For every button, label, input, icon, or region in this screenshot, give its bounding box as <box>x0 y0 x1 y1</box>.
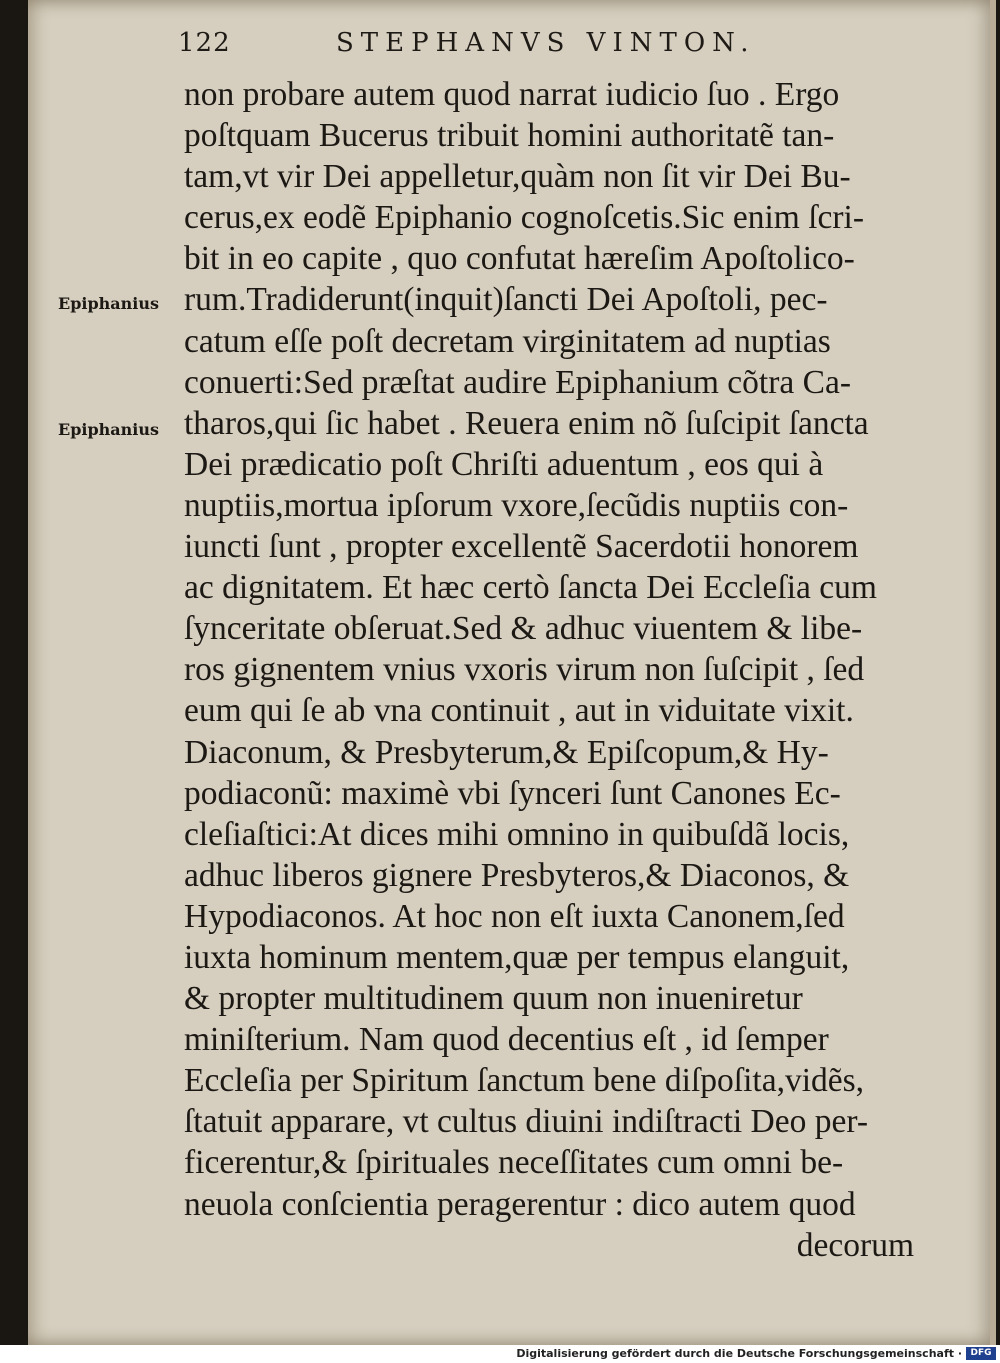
text-line: Hypodiaconos. At hoc non eſt iuxta Canonem,ſed <box>184 897 845 935</box>
text-line: adhuc liberos gignere Presbyteros,& Diaconos, & <box>184 856 850 894</box>
funding-notice: Digitalisierung gefördert durch die Deutsche Forschungsgemeinschaft · <box>516 1347 962 1360</box>
text-line: Dei prædicatio poſt Chriſti aduentum , eos qui à <box>184 445 824 483</box>
text-line: eum qui ſe ab vna continuit , aut in viduitate vixit. <box>184 692 854 730</box>
text-line: iuxta hominum mentem,quæ per tempus elanguit, <box>184 938 850 976</box>
text-line: conuerti:Sed præſtat audire Epiphanium cõtra Ca- <box>184 363 852 401</box>
text-line: ros gignentem vnius vxoris virum non ſuſcipit , ſed <box>184 651 865 689</box>
text-line: tam,vt vir Dei appelletur,quàm non ſit vir Dei Bu- <box>184 158 851 196</box>
page-number: 122 <box>178 28 231 58</box>
page-header <box>178 28 778 68</box>
page-edge <box>990 0 996 1345</box>
text-line: cerus,ex eodẽ Epiphanio cognoſcetis.Sic enim ſcri- <box>184 199 865 237</box>
marginal-note: Epiphanius <box>58 294 159 313</box>
dfg-logo: DFG <box>966 1347 996 1360</box>
running-title: STEPHANVS VINTON. <box>336 28 756 58</box>
text-line: ac dignitatem. Et hæc certò ſancta Dei Eccleſia cum <box>184 569 877 607</box>
text-line: Diaconum, & Presbyterum,& Epiſcopum,& Hy- <box>184 733 829 771</box>
text-line: non probare autem quod narrat iudicio ſuo . Ergo <box>184 76 840 113</box>
text-line: poſtquam Bucerus tribuit homini authoritatẽ tan- <box>184 117 835 155</box>
text-line: miniſterium. Nam quod decentius eſt , id ſemper <box>184 1021 829 1059</box>
text-line: iuncti ſunt , propter excellentẽ Sacerdotii honorem <box>184 528 859 566</box>
text-line: nuptiis,mortua ipſorum vxore,ſecũdis nuptiis con- <box>184 486 849 524</box>
text-line: & propter multitudinem quum non inueniretur <box>184 980 803 1018</box>
body-text <box>184 74 924 1266</box>
catchword: decorum <box>796 1226 914 1264</box>
text-line: Eccleſia per Spiritum ſanctum bene diſpoſita,vidẽs, <box>184 1062 865 1100</box>
text-line: neuola conſcientia peragerentur : dico autem quod <box>184 1185 856 1223</box>
text-line: podiaconũ: maximè vbi ſynceri ſunt Canones Ec- <box>184 774 841 812</box>
text-line: catum eſſe poſt decretam virginitatem ad nuptias <box>184 322 831 360</box>
text-line: cleſiaſtici:At dices mihi omnino in quibuſdã locis, <box>184 815 850 853</box>
text-line: rum.Tradiderunt(inquit)ſancti Dei Apoſtoli, pec- <box>184 281 828 319</box>
marginal-note: Epiphanius <box>58 420 159 439</box>
text-line: tharos,qui ſic habet . Reuera enim nõ ſuſcipit ſancta <box>184 404 869 442</box>
digitization-footer <box>0 1345 1000 1363</box>
text-line: ſynceritate obſeruat.Sed & adhuc viuentem & libe- <box>184 610 863 648</box>
text-line: bit in eo capite , quo confutat hæreſim Apoſtolico- <box>184 240 855 278</box>
text-line: ficerentur,& ſpirituales neceſſitates cum omni be- <box>184 1144 844 1182</box>
text-line: ſtatuit apparare, vt cultus diuini indiſtracti Deo per- <box>184 1103 869 1141</box>
